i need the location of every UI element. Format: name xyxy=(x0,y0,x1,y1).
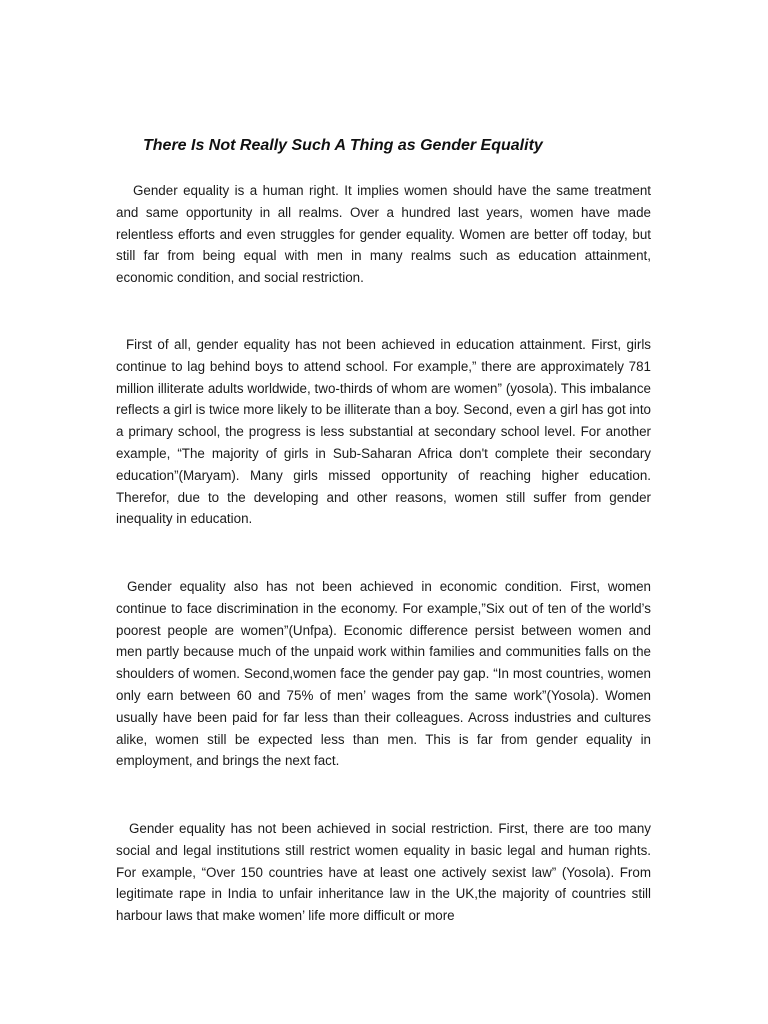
document-title: There Is Not Really Such A Thing as Gender Equality xyxy=(143,137,543,154)
paragraph-introduction: Gender equality is a human right. It implies women should have the same treatment and same opportunity in all realms. Over a hundred last years, women have made relentless efforts and even struggles for gender equality. Women are better off today, but still far from being equal with men in many realms such as education attainment, economic condition, and social restriction. xyxy=(116,183,651,286)
paragraph-economic: Gender equality also has not been achieved in economic condition. First, women continue to face discrimination in the economy. For example,”Six out of ten of the world’s poorest people are women”(Unfpa). Economic difference persist between women and men partly because much of the unpaid work within families and communities falls on the shoulders of women. Second,women face the gender pay gap. “In most countries, women only earn between 60 and 75% of men’ wages from the same work”(Yosola). Women usually have been paid for far less than their colleagues. Across industries and cultures alike, women still be expected less than men. This is far from gender equality in employment, and brings the next fact. xyxy=(116,579,651,769)
paragraph-social: Gender equality has not been achieved in social restriction. First, there are too many social and legal institutions still restrict women equality in basic legal and human rights. For example, “Over 150 countries have at least one actively sexist law” (Yosola). From legitimate rape in India to unfair inheritance law in the UK,the majority of countries still harbour laws that make women’ life more difficult or more xyxy=(116,821,651,924)
paragraph-education: First of all, gender equality has not been achieved in education attainment. First, girls continue to lag behind boys to attend school. For example,” there are approximately 781 million illiterate adults worldwide, two-thirds of whom are women” (yosola). This imbalance reflects a girl is twice more likely to be illiterate than a boy. Second, even a girl has got into a primary school, the progress is less substantial at secondary school level. For another example, “The majority of girls in Sub-Saharan Africa don't complete their secondary education”(Maryam). Many girls missed opportunity of reaching higher education. Therefor, due to the developing and other reasons, women still suffer from gender inequality in education. xyxy=(116,337,651,527)
